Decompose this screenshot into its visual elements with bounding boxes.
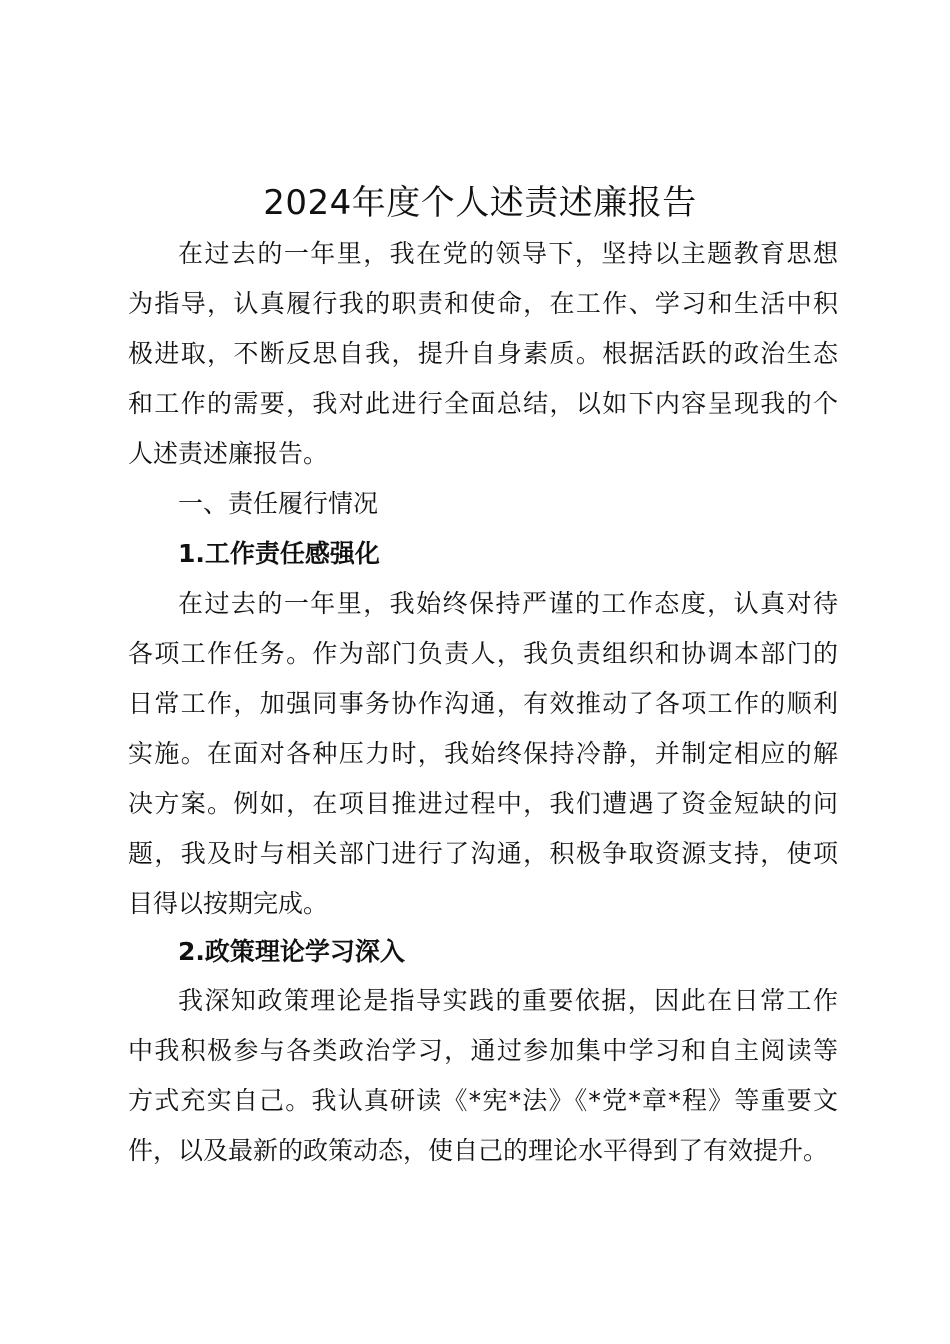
paragraph-line: 件，以及最新的政策动态，使自己的理论水平得到了有效提升。: [128, 1136, 829, 1165]
document-title: 2024年度个人述责述廉报告: [263, 183, 697, 223]
paragraph-line: 为指导，认真履行我的职责和使命，在工作、学习和生活中积: [128, 289, 838, 318]
paragraph-line: 我深知政策理论是指导实践的重要依据，因此在日常工作: [178, 986, 838, 1015]
paragraph-line: 日常工作，加强同事务协作沟通，有效推动了各项工作的顺利: [128, 689, 838, 718]
paragraph-line: 和工作的需要，我对此进行全面总结，以如下内容呈现我的个: [128, 389, 838, 418]
paragraph-line: 中我积极参与各类政治学习，通过参加集中学习和自主阅读等: [128, 1036, 838, 1065]
paragraph-line: 在过去的一年里，我在党的领导下，坚持以主题教育思想: [178, 239, 838, 268]
paragraph-line: 决方案。例如，在项目推进过程中，我们遭遇了资金短缺的问: [128, 789, 838, 818]
subsection-heading: 1.工作责任感强化: [178, 539, 380, 568]
paragraph-line: 方式充实自己。我认真研读《*宪*法》《*党*章*程》等重要文: [128, 1086, 838, 1115]
paragraph-line: 目得以按期完成。: [128, 889, 329, 918]
paragraph-line: 在过去的一年里，我始终保持严谨的工作态度，认真对待: [178, 589, 838, 618]
section-heading: 一、责任履行情况: [178, 489, 379, 518]
subsection-heading: 2.政策理论学习深入: [178, 937, 405, 966]
paragraph-line: 实施。在面对各种压力时，我始终保持冷静，并制定相应的解: [128, 739, 838, 768]
paragraph-line: 各项工作任务。作为部门负责人，我负责组织和协调本部门的: [128, 639, 838, 668]
paragraph-line: 人述责述廉报告。: [128, 439, 329, 468]
paragraph-line: 题，我及时与相关部门进行了沟通，积极争取资源支持，使项: [128, 839, 838, 868]
paragraph-line: 极进取，不断反思自我，提升自身素质。根据活跃的政治生态: [128, 339, 838, 368]
